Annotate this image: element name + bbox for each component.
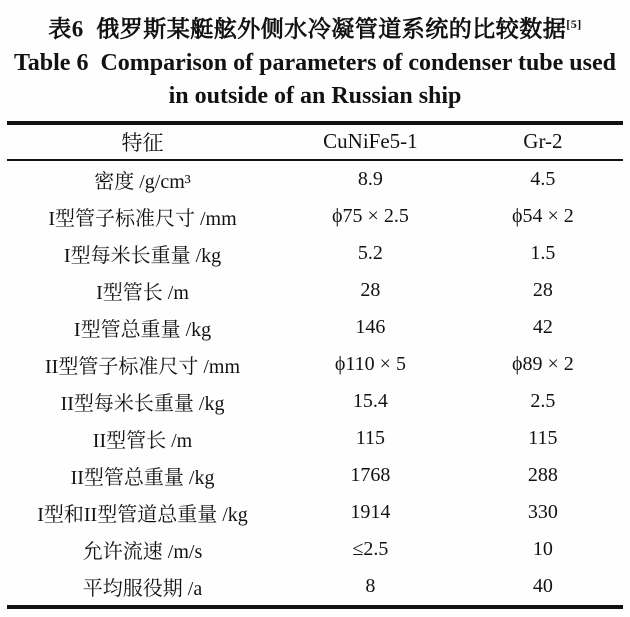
column-header-cunife5-1: CuNiFe5-1 (323, 129, 418, 154)
table-row (7, 457, 623, 494)
cell-value: 10 (532, 537, 553, 560)
caption-chinese-text: 表6 俄罗斯某艇舷外侧水冷凝管道系统的比较数据 (48, 16, 567, 42)
table-header-row (7, 123, 623, 160)
cell-value: 1768 (350, 463, 391, 486)
cell-value: 288 (527, 463, 558, 486)
row-label: 密度 /g/cm³ (94, 170, 191, 193)
cell-value: ϕ89 × 2 (512, 352, 574, 375)
caption-english-line2: in outside of an Russian ship (168, 82, 462, 109)
cell-value: ≤2.5 (352, 537, 389, 560)
table-row (7, 420, 623, 457)
cell-value: ϕ110 × 5 (334, 352, 406, 375)
row-label: 允许流速 /m/s (82, 540, 203, 563)
cell-value: 40 (532, 574, 553, 597)
cell-value: 1914 (350, 500, 391, 523)
table-row (7, 198, 623, 235)
row-label: I型管长 /m (96, 281, 189, 304)
cell-value: ϕ54 × 2 (512, 204, 574, 227)
table-row (7, 494, 623, 531)
column-header-feature: 特征 (121, 130, 164, 155)
row-label: II型每米长重量 /kg (60, 392, 225, 415)
table-row (7, 309, 623, 346)
cell-value: 8 (365, 574, 376, 597)
cell-value: 42 (532, 315, 553, 338)
table-row (7, 383, 623, 420)
cell-value: 330 (527, 500, 558, 523)
cell-value: 146 (355, 315, 386, 338)
cell-value: 115 (355, 426, 386, 449)
cell-value: 115 (528, 426, 558, 449)
row-label: II型管子标准尺寸 /mm (45, 355, 241, 378)
cell-value: 2.5 (530, 389, 556, 412)
row-label: I型管子标准尺寸 /mm (48, 207, 237, 230)
cell-value: 28 (532, 278, 553, 301)
table-row (7, 346, 623, 383)
table-captions (0, 0, 630, 113)
cell-value: 8.9 (357, 167, 383, 190)
cell-value: 28 (360, 278, 381, 301)
cell-value: 15.4 (352, 389, 388, 412)
caption-english-line1: Table 6 Comparison of parameters of condenser tube used (13, 49, 616, 76)
table-row (7, 160, 623, 198)
caption-chinese (0, 7, 630, 47)
cell-value: 4.5 (530, 167, 556, 190)
row-label: I型管总重量 /kg (73, 318, 212, 341)
row-label: 平均服役期 /a (82, 577, 203, 600)
column-header-gr-2: Gr-2 (523, 129, 563, 154)
cell-value: 1.5 (530, 241, 556, 264)
caption-reference-superscript: [5] (566, 17, 582, 31)
row-label: II型管长 /m (92, 429, 193, 452)
cell-value: ϕ75 × 2.5 (332, 204, 409, 227)
row-label: I型每米长重量 /kg (63, 244, 222, 267)
comparison-table (7, 121, 623, 609)
row-label: I型和II型管道总重量 /kg (37, 503, 248, 526)
table-row (7, 568, 623, 607)
row-label: II型管总重量 /kg (70, 466, 215, 489)
table-row (7, 531, 623, 568)
table-row (7, 272, 623, 309)
table-row (7, 235, 623, 272)
cell-value: 5.2 (357, 241, 383, 264)
